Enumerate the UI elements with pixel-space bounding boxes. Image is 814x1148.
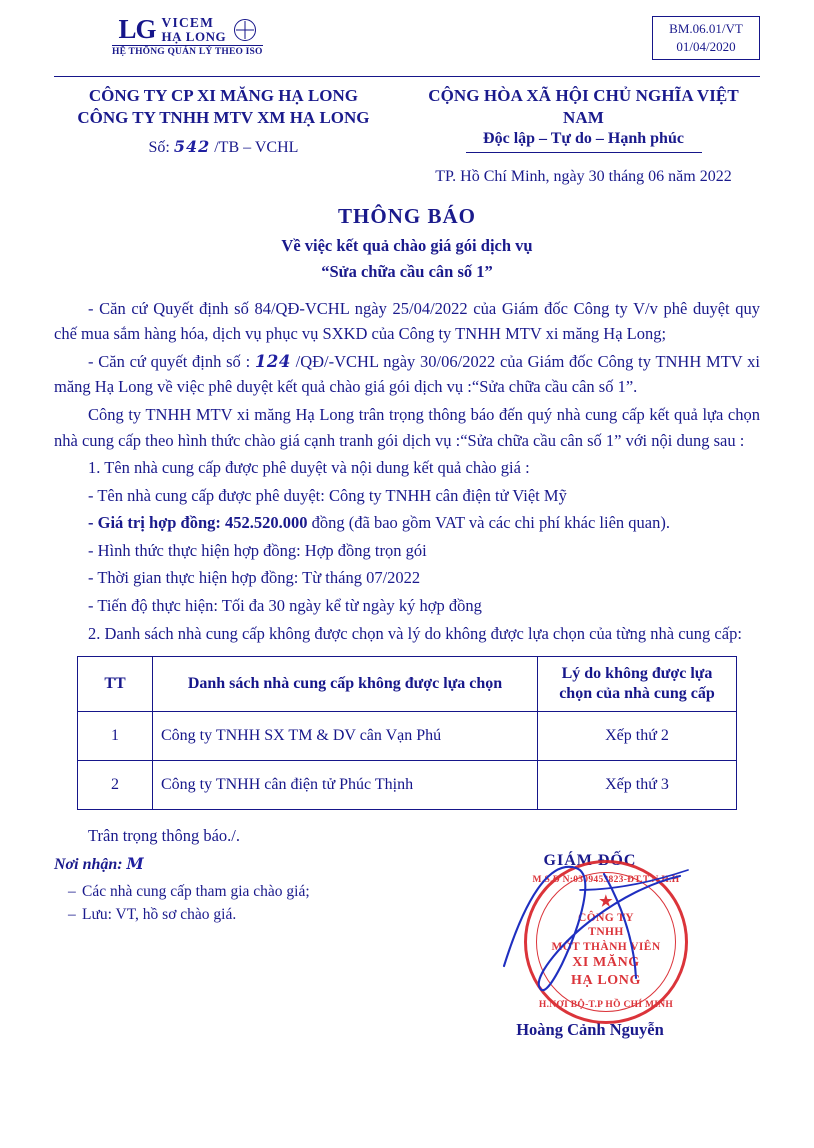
paragraph-announcement: Công ty TNHH MTV xi măng Hạ Long trân trọng thông báo đến quý nhà cung cấp kết quả lựa chọn nhà cung cấp theo hình thức chào giá cạnh tranh gói dịch vụ :“Sửa chữa cầu cân số 1” với nội dung sau :	[54, 405, 760, 450]
stamp-line-3: MỘT THÀNH VIÊN	[551, 940, 661, 953]
stamp-inner-text	[536, 872, 676, 1012]
recipient-item: – Các nhà cung cấp tham gia chào giá;	[70, 880, 760, 903]
document-header	[54, 14, 760, 72]
unselected-suppliers-table	[77, 656, 737, 810]
motto-underline	[466, 152, 702, 153]
logo-vicem-text: VICEM	[161, 15, 215, 30]
issuer-column	[54, 85, 393, 158]
table-header-row	[78, 657, 737, 712]
paragraph-contract-form: - Hình thức thực hiện hợp đồng: Hợp đồng trọn gói	[88, 540, 427, 560]
column-header-supplier: Danh sách nhà cung cấp không được lựa chọn	[153, 657, 538, 712]
cell-supplier-name: Công ty TNHH SX TM & DV cân Vạn Phú	[153, 712, 538, 761]
closing-line: Trân trọng thông báo./.	[88, 826, 241, 846]
paragraph-basis-2-tail: /QĐ/-VCHL ngày 30/06/2022 của Giám đốc Công ty TNHH MTV xi măng Hạ Long về việc phê duyệt kết quả chào giá gói dịch vụ :“Sửa chữa cầu cân số 1”.	[54, 351, 760, 397]
paragraph-supplier-approved: - Tên nhà cung cấp được phê duyệt: Công ty TNHH cân điện tử Việt Mỹ	[88, 485, 567, 505]
motto-wrap	[407, 129, 760, 153]
form-code: BM.06.01/VT	[669, 21, 743, 36]
place-date: TP. Hồ Chí Minh, ngày 30 tháng 06 năm 2022	[435, 167, 732, 185]
paragraph-section-1: 1. Tên nhà cung cấp được phê duyệt và nội dung kết quả chào giá :	[88, 458, 530, 478]
nation-motto: Độc lập – Tự do – Hạnh phúc	[483, 130, 684, 148]
page-title: THÔNG BÁO	[338, 203, 476, 228]
so-number-handwritten: 542	[173, 136, 211, 156]
paragraph-contract-time: - Thời gian thực hiện hợp đồng: Từ tháng 07/2022	[88, 568, 421, 588]
recipients-label: Nơi nhận:	[54, 856, 123, 874]
title-columns	[54, 85, 760, 188]
logo-iso-text: HỆ THỐNG QUẢN LÝ THEO ISO	[112, 47, 263, 58]
paragraph-basis-2	[54, 349, 760, 400]
so-suffix: /TB – VCHL	[214, 138, 299, 156]
table-row	[78, 712, 737, 761]
cell-reason: Xếp thứ 3	[538, 761, 737, 810]
logo-words	[162, 16, 227, 43]
cell-tt: 2	[78, 761, 153, 810]
star-icon: ★	[599, 894, 613, 911]
nation-title: CỘNG HÒA XÃ HỘI CHỦ NGHĨA VIỆT NAM	[428, 86, 739, 128]
company-logo	[112, 16, 263, 57]
document-number-line	[54, 137, 393, 158]
subtitle-1: Về việc kết quả chào giá gói dịch vụ	[281, 235, 533, 255]
contract-value-label: - Giá trị hợp đồng:	[88, 513, 221, 533]
stamp-arc-top: M.S.Đ N:0309453823-ĐT.T.N.H.H	[532, 875, 680, 886]
logo-row	[119, 16, 257, 43]
company-name-line2: CÔNG TY TNHH MTV XM HẠ LONG	[77, 107, 370, 127]
recipient-item: – Lưu: VT, hồ sơ chào giá.	[70, 903, 760, 926]
header-divider	[54, 76, 760, 77]
stamp-arc-bottom: H.NƠI BỘ-T.P HỒ CHÍ MINH	[538, 1000, 674, 1011]
company-name-line1: CÔNG TY CP XI MĂNG HẠ LONG	[88, 86, 359, 105]
column-header-tt: TT	[78, 657, 153, 712]
cell-reason: Xếp thứ 2	[538, 712, 737, 761]
subtitle-2: “Sửa chữa cầu cân số 1”	[321, 261, 493, 281]
signature-area	[54, 852, 760, 1062]
paragraph-progress: - Tiến độ thực hiện: Tối đa 30 ngày kể từ ngày ký hợp đồng	[88, 595, 482, 615]
stamp-line-4: XI MĂNG	[572, 955, 640, 971]
so-label: Số:	[148, 138, 170, 156]
cell-supplier-name: Công ty TNHH cân điện tử Phúc Thịnh	[153, 761, 538, 810]
paragraph-section-2: 2. Danh sách nhà cung cấp không được chọn và lý do không được lựa chọn của từng nhà cung cấp:	[88, 623, 742, 643]
recipients-handwritten: M	[126, 854, 145, 874]
nation-column	[407, 85, 760, 188]
table-row	[78, 761, 737, 810]
company-seal-stamp	[524, 860, 688, 1024]
signer-name: Hoàng Cảnh Nguyễn	[516, 1020, 664, 1040]
cell-tt: 1	[78, 712, 153, 761]
signer-title: GIÁM ĐỐC	[543, 852, 637, 870]
contract-value-tail: đồng (đã bao gồm VAT và các chi phí khác liên quan).	[311, 513, 670, 533]
stamp-line-2: TNHH	[588, 926, 624, 939]
paragraph-basis-2-text: - Căn cứ quyết định số :	[88, 351, 251, 371]
contract-value-amount: 452.520.000	[225, 513, 308, 533]
paragraph-basis-1: - Căn cứ Quyết định số 84/QĐ-VCHL ngày 25/04/2022 của Giám đốc Công ty V/v phê duyệt quy chế mua sắm hàng hóa, dịch vụ phục vụ SXKD của Công ty TNHH MTV xi măng Hạ Long;	[54, 298, 760, 344]
decision-number-handwritten: 124	[254, 351, 291, 371]
form-code-box	[652, 16, 760, 60]
paragraph-contract-value	[54, 510, 760, 536]
stamp-line-1: CÔNG TY	[578, 912, 634, 925]
stamp-line-5: HẠ LONG	[571, 972, 641, 988]
logo-mark-icon: LG	[118, 14, 156, 45]
form-code-date: 01/04/2020	[676, 38, 736, 54]
document-body	[54, 296, 760, 646]
column-header-reason: Lý do không được lựa chọn của nhà cung cấp	[538, 657, 737, 712]
logo-halong-text: HẠ LONG	[161, 28, 227, 44]
globe-icon	[234, 19, 256, 41]
